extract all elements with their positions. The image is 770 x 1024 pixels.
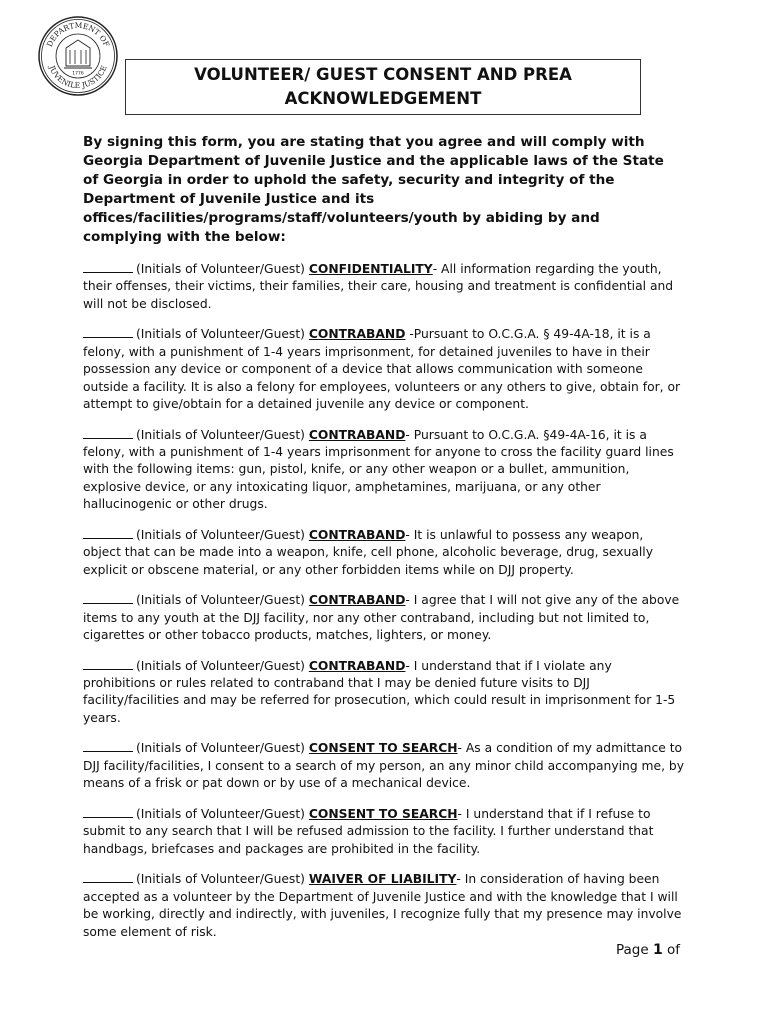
- page-footer: [616, 942, 680, 958]
- initials-label: (Initials of Volunteer/Guest): [136, 741, 305, 756]
- clause-text: - Pursuant to O.C.G.A. §49-4A-16, it is a felony, with a punishment of 1-4 years imprisonment for anyone to cross the facility guard lines with the following items: gun, pistol, knife, or any other weapon or a bullet, ammunition, explosive device, or any intoxicating liquor, amphetamines, marijuana, or any other hallucinogenic or other drugs.: [83, 427, 674, 512]
- page-number: 1: [652, 942, 663, 958]
- initials-blank[interactable]: [83, 591, 133, 604]
- initials-blank[interactable]: [83, 739, 133, 752]
- initials-blank[interactable]: [83, 260, 133, 273]
- clause-consent-to-search: [83, 739, 685, 792]
- initials-label: (Initials of Volunteer/Guest): [136, 593, 305, 608]
- clause-contraband-communication: [83, 325, 685, 413]
- form-title-box: [125, 59, 641, 115]
- clause-keyword: CONSENT TO SEARCH: [308, 741, 458, 756]
- clause-contraband-giving: [83, 591, 685, 644]
- initials-label: (Initials of Volunteer/Guest): [136, 427, 305, 442]
- clause-keyword: CONSENT TO SEARCH: [308, 806, 458, 821]
- clause-consent-refusal: [83, 805, 685, 858]
- initials-label: (Initials of Volunteer/Guest): [136, 327, 305, 342]
- clause-keyword: CONTRABAND: [308, 427, 406, 442]
- form-title-line-2: ACKNOWLEDGEMENT: [284, 89, 482, 108]
- initials-blank[interactable]: [83, 526, 133, 539]
- initials-label: (Initials of Volunteer/Guest): [136, 527, 305, 542]
- clause-keyword: CONTRABAND: [308, 527, 406, 542]
- clause-contraband-violation: [83, 657, 685, 728]
- department-seal-logo: [38, 16, 118, 96]
- seal-year: 1776: [72, 71, 84, 77]
- initials-blank[interactable]: [83, 657, 133, 670]
- clause-keyword: CONTRABAND: [308, 327, 406, 342]
- clause-text: -Pursuant to O.C.G.A. § 49-4A-18, it is a felony, with a punishment of 1-4 years imprisonment, for detained juveniles to have in their possession any device or component of a device that allows communication with someone outside a facility. It is also a felony for employees, volunteers or any others to give, obtain for, or attempt to give/obtain for a detained juvenile any device or component.: [83, 327, 681, 412]
- clause-text: - I agree that I will not give any of the above items to any youth at the DJJ facility, nor any other contraband, including but not limited to, cigarettes or other tobacco products, matches, lighters, or money.: [83, 593, 680, 643]
- clause-confidentiality: [83, 260, 685, 313]
- clause-text: - In consideration of having been accepted as a volunteer by the Department of Juvenile Justice and with the knowledge that I will be working, directly and indirectly, with juveniles, I recognize fully that my presence may involve some element of risk.: [83, 872, 682, 939]
- initials-label: (Initials of Volunteer/Guest): [136, 872, 305, 887]
- seal-top-text: DEPARTMENT OF: [44, 20, 112, 49]
- initials-label: (Initials of Volunteer/Guest): [136, 806, 305, 821]
- clause-keyword: CONTRABAND: [308, 658, 406, 673]
- initials-blank[interactable]: [83, 426, 133, 439]
- clause-text: - All information regarding the youth, their offenses, their victims, their families, their care, housing and treatment is confidential and will not be disclosed.: [83, 262, 674, 311]
- clause-contraband-weapons: [83, 526, 685, 579]
- seal-bottom-text: JUVENILE JUSTICE: [47, 64, 109, 91]
- clause-keyword: CONFIDENTIALITY: [308, 262, 433, 276]
- page-of-label: of: [667, 942, 681, 958]
- clause-text: - I understand that if I refuse to submit to any search that I will be refused admission to the facility. I further understand that handbags, briefcases and packages are prohibited in the facility.: [83, 806, 654, 856]
- page-label: Page: [616, 942, 649, 958]
- form-title-line-1: VOLUNTEER/ GUEST CONSENT AND PREA: [194, 65, 572, 84]
- initials-label: (Initials of Volunteer/Guest): [136, 658, 305, 673]
- clause-waiver-of-liability: [83, 870, 685, 941]
- intro-paragraph: By signing this form, you are stating that you agree and will comply with Georgia Department of Juvenile Justice and the applicable laws of the State of Georgia in order to uphold the safety, security and integrity of the Department of Juvenile Justice and its offices/facilities/programs/staff/volunteers/youth by abiding by and complying with the below:: [83, 134, 664, 245]
- clause-text: - It is unlawful to possess any weapon, object that can be made into a weapon, knife, cell phone, alcoholic beverage, drug, sexually explicit or obscene material, or any other forbidden items while on DJJ property.: [83, 527, 653, 577]
- clause-keyword: CONTRABAND: [308, 593, 406, 608]
- clause-text: - As a condition of my admittance to DJJ facility/facilities, I consent to a search of my person, an any minor child accompanying me, by means of a frisk or pat down or by use of a mechanical device.: [83, 741, 684, 791]
- svg-text:JUVENILE JUSTICE: [47, 63, 109, 90]
- initials-blank[interactable]: [83, 870, 133, 883]
- clause-list: [83, 260, 685, 953]
- initials-blank[interactable]: [83, 325, 133, 338]
- clause-contraband-guard-lines: [83, 426, 685, 514]
- clause-text: - I understand that if I violate any prohibitions or rules related to contraband that I may be denied future visits to DJJ facility/facilities and may be referred for prosecution, which could result in imprisonment for 1-5 years.: [83, 658, 676, 725]
- initials-label: (Initials of Volunteer/Guest): [136, 262, 305, 276]
- initials-blank[interactable]: [83, 805, 133, 818]
- clause-keyword: WAIVER OF LIABILITY: [308, 872, 457, 887]
